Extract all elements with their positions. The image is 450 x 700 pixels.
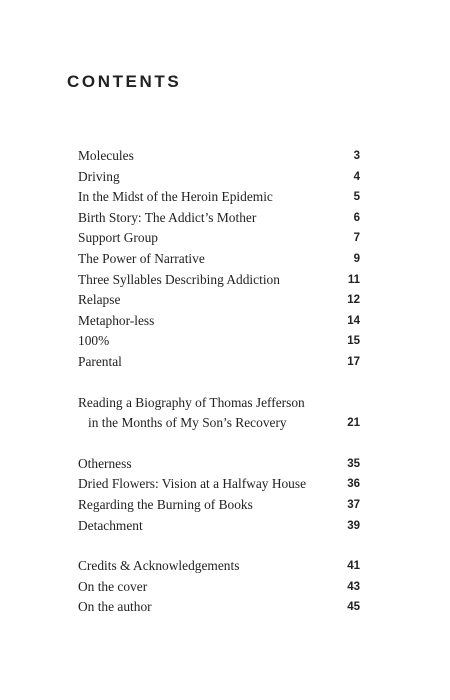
toc-entry[interactable] [78,556,360,577]
toc-entry[interactable] [78,393,360,434]
toc-group-1 [78,146,360,373]
toc-entry-page-number: 41 [347,560,360,573]
toc-entry-page-number: 4 [353,170,360,183]
toc-entry-page-number: 43 [347,580,360,593]
toc-entry-title: 100% [78,333,110,349]
toc-entry-title: Molecules [78,148,134,163]
table-of-contents [78,146,360,618]
toc-entry-title: Support Group [78,230,158,246]
toc-entry[interactable] [78,495,360,516]
toc-entry-title: Driving [78,168,120,184]
toc-entry-title: Birth Story: The Addict’s Mother [78,209,257,225]
toc-entry-page-number: 7 [353,232,360,245]
toc-entry-title: Otherness [78,455,132,471]
toc-entry-title: On the author [78,599,152,615]
toc-entry-page-number: 36 [347,478,360,491]
toc-entry-page-number: 45 [347,601,360,614]
toc-entry-page-number: 6 [353,211,360,224]
toc-entry[interactable] [78,516,360,537]
toc-entry[interactable] [78,577,360,598]
toc-entry[interactable] [78,208,360,229]
toc-entry-page-number: 21 [347,417,360,430]
toc-entry[interactable] [78,187,360,208]
toc-entry-title-line-2: in the Months of My Son’s Recovery [88,415,287,431]
toc-entry-page-number: 5 [353,191,360,204]
toc-entry-page-number: 11 [347,273,360,286]
toc-entry-page-number: 39 [347,519,360,532]
toc-group-2 [78,393,360,434]
toc-entry-title: Relapse [78,292,121,308]
toc-entry-title-line-1: Reading a Biography of Thomas Jefferson [78,394,305,410]
toc-entry-page-number: 3 [353,150,360,162]
toc-entry-title: On the cover [78,578,148,594]
toc-entry[interactable] [78,270,360,291]
toc-entry[interactable] [78,352,360,373]
toc-entry[interactable] [78,474,360,495]
toc-entry-page-number: 9 [353,252,360,265]
toc-entry-title: Detachment [78,517,143,533]
toc-entry-page-number: 15 [347,335,360,348]
toc-entry-title: In the Midst of the Heroin Epidemic [78,189,273,205]
toc-group-3 [78,454,360,536]
toc-entry-page-number: 37 [347,498,360,511]
page-title: CONTENTS [67,72,182,91]
toc-entry-title: Metaphor-less [78,312,155,328]
toc-entry[interactable] [78,331,360,352]
toc-entry[interactable] [78,146,360,167]
toc-entry[interactable] [78,249,360,270]
toc-entry-page-number: 12 [347,294,360,307]
toc-entry[interactable] [78,311,360,332]
toc-entry-title: Parental [78,353,122,369]
toc-entry-title [78,393,305,434]
toc-entry[interactable] [78,167,360,188]
toc-entry[interactable] [78,597,360,618]
toc-entry-page-number: 35 [347,457,360,470]
toc-entry[interactable] [78,290,360,311]
toc-entry[interactable] [78,454,360,475]
toc-entry-title: Regarding the Burning of Books [78,496,253,512]
toc-entry-page-number: 14 [347,314,360,327]
toc-entry-title: Three Syllables Describing Addiction [78,271,280,287]
toc-group-4 [78,556,360,618]
toc-entry-title: Dried Flowers: Vision at a Halfway House [78,476,307,492]
toc-entry-page-number: 17 [347,355,360,368]
toc-entry[interactable] [78,228,360,249]
toc-entry-title: Credits & Acknowledgements [78,558,240,574]
toc-entry-title: The Power of Narrative [78,250,205,266]
